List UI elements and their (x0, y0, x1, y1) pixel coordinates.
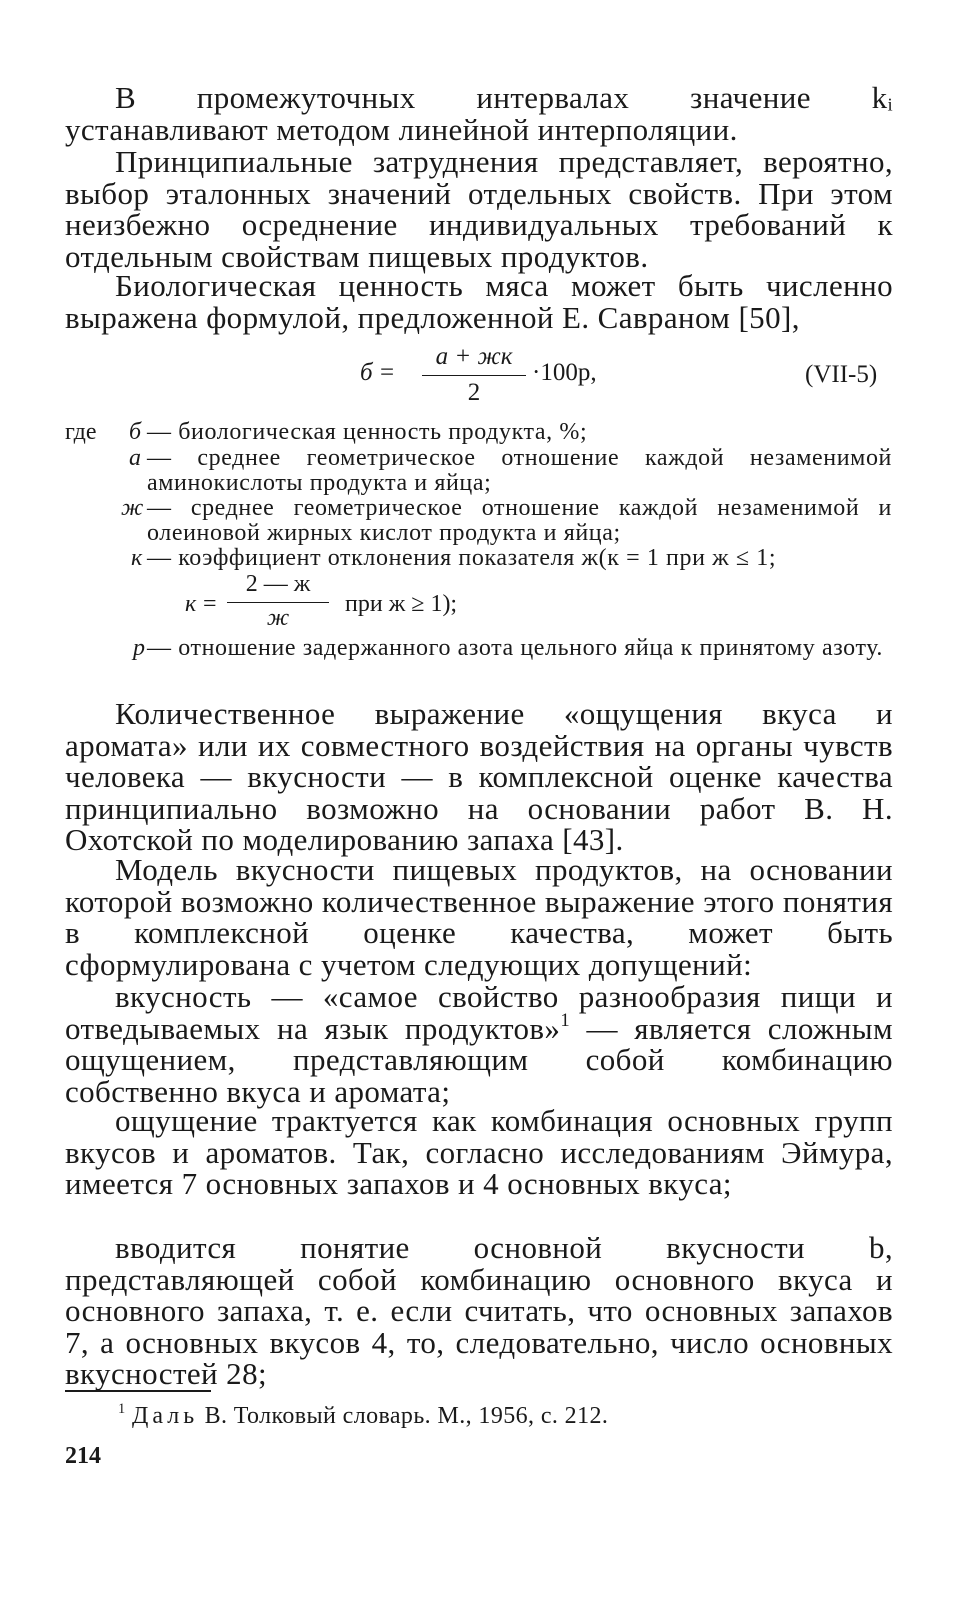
formula-vii-5 (360, 343, 640, 405)
footnote-rule (65, 1390, 211, 1392)
definition-symbol: а (129, 445, 141, 471)
paragraph-6-end: — является сложным ощущением, представляющим собой комбинацию собственно вкуса и аромата; (65, 1010, 893, 1109)
formula-tail: ·100p, (532, 359, 597, 386)
footnote-text: В. Толковый словарь. М., 1956, с. 212. (198, 1403, 609, 1429)
k-formula-tail: при ж ≥ 1); (345, 591, 458, 617)
definition-text: — среднее геометрическое отношение каждой незаменимой аминокислоты продукта и яйца; (147, 445, 892, 496)
k-formula-denominator: ж (266, 605, 290, 631)
definition-text: — коэффициент отклонения показателя ж(к = 1 при ж ≤ 1; (147, 545, 777, 571)
formula-numerator: а + жк (435, 343, 513, 370)
fraction-bar (422, 375, 526, 376)
formula-equals: = (380, 359, 395, 386)
k-formula-lhs: к (185, 591, 197, 617)
page-number: 214 (65, 1443, 101, 1469)
footnote-reference: 1 (560, 1009, 571, 1031)
paragraph-6-start: вкусность — «самое свойство разнообразия пищи и отведываемых на язык продуктов» (65, 979, 893, 1046)
k-formula-numerator: 2 — ж (245, 571, 311, 597)
paragraph-4: Количественное выражение «ощущения вкуса и аромата» или их совместного воздействия на органы чувств человека — вкусности — в комплексной оценке качества принципиально возможно на основании работ В. Н. Охотской по моделированию запаха [43]. (65, 696, 893, 857)
paragraph-7: ощущение трактуется как комбинация основных групп вкусов и ароматов. Так, согласно исследованиям Эймура, имеется 7 основных запахов и 4 основных вкуса; (65, 1103, 893, 1201)
definition-text: — отношение задержанного азота цельного яйца к принятому азоту. (147, 635, 884, 661)
definition-text: — биологическая ценность продукта, %; (147, 419, 588, 445)
definition-symbol: ж (121, 495, 144, 521)
paragraph-3: Биологическая ценность мяса может быть численно выражена формулой, предложенной Е. Савраном [50], (65, 268, 893, 335)
definition-symbol: p (133, 635, 145, 661)
definition-text: — среднее геометрическое отношение каждой незаменимой и олеиновой жирных кислот продукта и яйца; (147, 495, 892, 546)
k-formula-equals: = (203, 591, 217, 617)
definition-symbol: б (129, 419, 142, 445)
definitions-lead: где (65, 419, 97, 445)
paragraph-5: Модель вкусности пищевых продуктов, на основании которой возможно количественное выражение этого понятия в комплексной оценке качества, может быть сформулирована с учетом следующих допущений: (65, 852, 893, 982)
k-formula (185, 572, 605, 634)
paragraph-2: Принципиальные затруднения представляет, вероятно, выбор эталонных значений отдельных свойств. При этом неизбежно осреднение индивидуальных требований к отдельным свойствам пищевых продуктов. (65, 144, 893, 274)
footnote-mark: 1 (118, 1400, 126, 1417)
definition-symbol: к (131, 545, 143, 571)
formula-lhs: б (360, 359, 373, 386)
equation-number: (VII-5) (805, 361, 878, 388)
paragraph-1: В промежуточных интервалах значение kᵢ устанавливают методом линейной интерполяции. (65, 80, 893, 147)
paragraph-8: вводится понятие основной вкусности b, представляющей собой комбинацию основного вкуса и основного запаха, т. е. если считать, что основных запахов 7, а основных вкусов 4, то, следовательно, число основных вкусностей 28; (65, 1230, 893, 1391)
paragraph-6 (65, 981, 893, 1107)
footnote (118, 1400, 609, 1430)
fraction-bar (227, 602, 329, 603)
formula-denominator: 2 (467, 379, 481, 406)
footnote-author: Даль (132, 1403, 199, 1429)
